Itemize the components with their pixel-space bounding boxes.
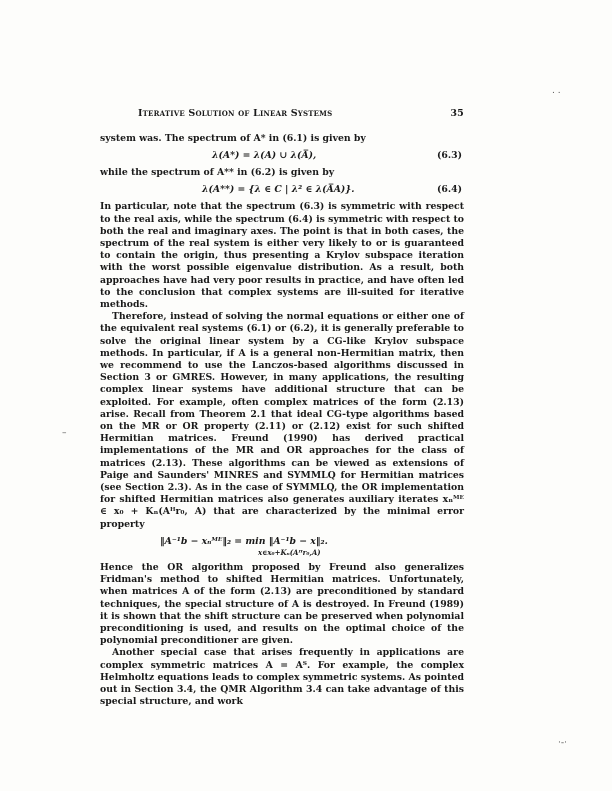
paragraph-1: system was. The spectrum of A* in (6.1) is given by	[100, 133, 366, 144]
paragraph-4: Therefore, instead of solving the normal equations or either one of the equivalent real systems (6.1) or (6.2), it is generally preferable to solve the original linear system by a CG-like Krylov subspace methods. In particular, if A is a general non-Hermitian matrix, then we recommend to use the Lanczos-based algorithms discussed in Section 3 or GMRES. However, in many applications, the resulting complex linear systems have additional structure that can be exploited. For example, often complex matrices of the form (2.13) arise. Recall from Theorem 2.1 that ideal CG-type algorithms based on the MR or OR property (2.11) or (2.12) exist for such shifted Hermitian matrices. Freund (1990) has derived practical implementations of the MR and OR approaches for the class of matrices (2.13). These algorithms can be viewed as extensions of Paige and Saunders' MINRES and SYMMLQ for Hermitian matrices (see Section 2.3). As in the case of SYMMLQ, the OR implementation for shifted Hermitian matrices also generates auxiliary iterates xₙᴹᴱ ∈ x₀ + Kₙ(Aᴴr₀, A) that are characterized by the minimal error property	[100, 311, 464, 530]
paragraph-2: while the spectrum of A** in (6.2) is given by	[100, 167, 335, 179]
margin-mark-left: –	[62, 428, 67, 438]
header-title: Iterative Solution of Linear Systems	[138, 108, 333, 119]
equation-min-error-subscript: x∈x₀+Kₙ(Aᴴr₀,A)	[258, 547, 321, 557]
paragraph-6: Another special case that arises frequently in applications are complex symmetric matrices A = Aᵀ. For example, the complex Helmholtz equations leads to complex symmetric systems. As pointed out in Section 3.4, the QMR Algorithm 3.4 can take advantage of this special structure, and work	[100, 647, 464, 708]
equation-6-3-number: (6.3)	[437, 150, 462, 162]
equation-min-error-expr: ‖A⁻¹b − xₙᴹᴱ‖₂ = min ‖A⁻¹b − x‖₂.	[160, 535, 328, 547]
margin-mark-top-right: . .	[552, 86, 561, 96]
equation-6-3	[100, 147, 464, 165]
paragraph-5: Hence the OR algorithm proposed by Freund also generalizes Fridman's method to shifted Hermitian matrices. Unfortunately, when matrices A of the form (2.13) are preconditioned by standard techniques, the special structure of A is destroyed. In Freund (1989) it is shown that the shift structure can be preserved when polynomial preconditioning is used, and results on the optimal choice of the polynomial preconditioner are given.	[100, 561, 464, 647]
equation-6-4-expr: λ(A**) = {λ ∈ C | λ² ∈ λ(A̅A)}.	[202, 184, 355, 196]
equation-min-error	[100, 534, 464, 558]
page-number: 35	[450, 108, 464, 119]
equation-6-3-expr: λ(A*) = λ(A) ∪ λ(A̅),	[212, 150, 317, 162]
paragraph-3: In particular, note that the spectrum (6.3) is symmetric with respect to the real axis, while the spectrum (6.4) is symmetric with respect to both the real and imaginary axes. The point is that in both cases, the spectrum of the real system is either very likely to or is guaranteed to contain the origin, thus presenting a Krylov subspace iteration with the worst possible eigenvalue distribution. As a result, both approaches have had very poor results in practice, and have often led to the conclusion that complex systems are ill-suited for iterative methods.	[100, 201, 464, 311]
equation-6-4-number: (6.4)	[437, 184, 462, 196]
body-text	[100, 133, 464, 708]
margin-mark-bottom-right: ·-·	[558, 738, 567, 748]
equation-6-4	[100, 181, 464, 199]
